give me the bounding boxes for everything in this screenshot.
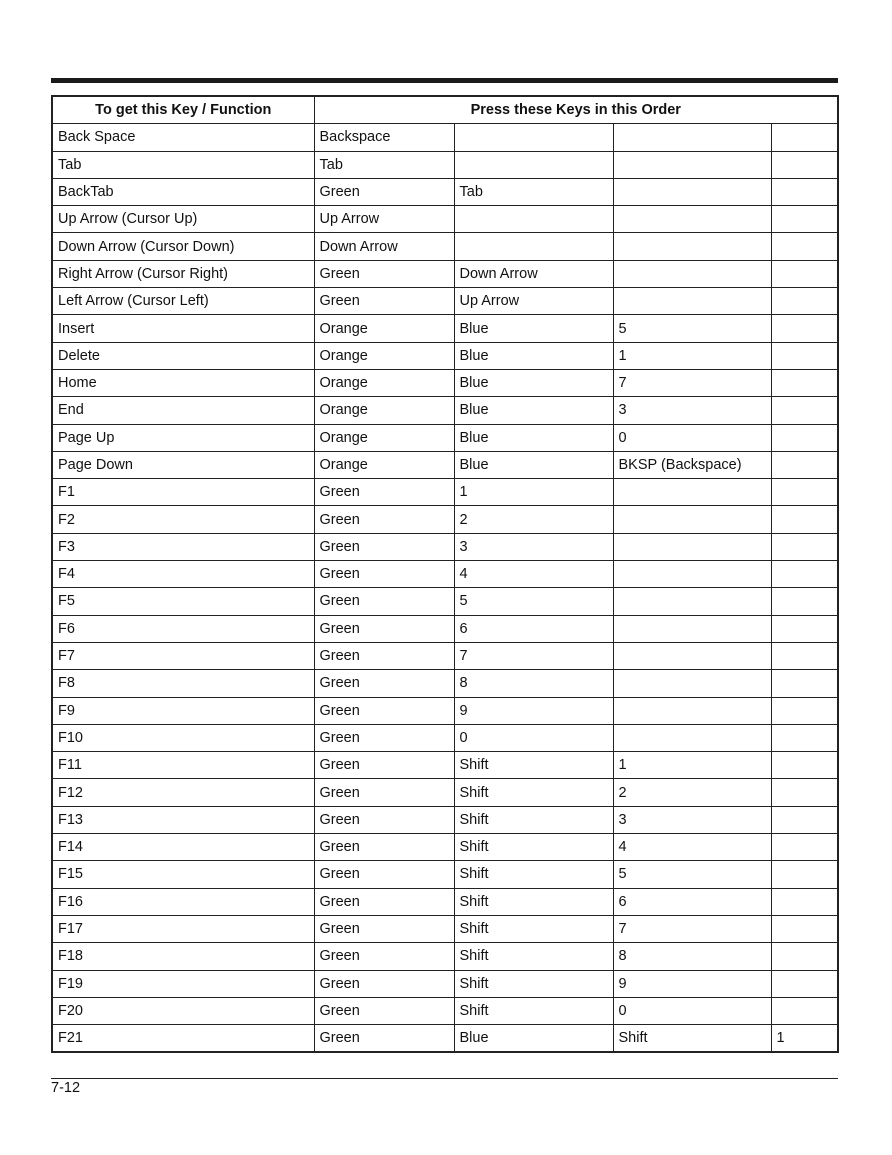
key-cell-3: BKSP (Backspace) (613, 451, 771, 478)
table-row (52, 779, 838, 806)
key-cell-4 (771, 970, 838, 997)
key-cell-4 (771, 697, 838, 724)
key-cell-1: Green (314, 915, 454, 942)
table-row (52, 206, 838, 233)
key-cell-1: Orange (314, 342, 454, 369)
key-cell-3 (613, 178, 771, 205)
table-row (52, 260, 838, 287)
key-cell-1: Green (314, 997, 454, 1024)
key-cell-2: Blue (454, 315, 613, 342)
function-cell: F21 (52, 1025, 314, 1053)
key-cell-3: 7 (613, 369, 771, 396)
function-cell: Page Up (52, 424, 314, 451)
function-cell: F6 (52, 615, 314, 642)
key-cell-2: 2 (454, 506, 613, 533)
key-cell-4 (771, 997, 838, 1024)
function-cell: Right Arrow (Cursor Right) (52, 260, 314, 287)
key-cell-1: Backspace (314, 124, 454, 151)
key-cell-1: Orange (314, 424, 454, 451)
key-cell-4 (771, 506, 838, 533)
table-row (52, 451, 838, 478)
key-cell-2: 5 (454, 588, 613, 615)
key-cell-4 (771, 151, 838, 178)
key-cell-2: 8 (454, 670, 613, 697)
key-cell-1: Green (314, 752, 454, 779)
key-cell-4 (771, 533, 838, 560)
function-cell: F12 (52, 779, 314, 806)
table-row (52, 369, 838, 396)
key-cell-3 (613, 479, 771, 506)
key-cell-1: Green (314, 861, 454, 888)
function-cell: F10 (52, 724, 314, 751)
function-cell: F17 (52, 915, 314, 942)
key-cell-3 (613, 697, 771, 724)
key-cell-2: Shift (454, 888, 613, 915)
key-cell-4: 1 (771, 1025, 838, 1053)
key-cell-2: Blue (454, 424, 613, 451)
key-cell-2: Shift (454, 915, 613, 942)
key-cell-3: Shift (613, 1025, 771, 1053)
key-cell-2 (454, 206, 613, 233)
key-cell-3 (613, 233, 771, 260)
table-row (52, 915, 838, 942)
key-cell-3: 2 (613, 779, 771, 806)
key-cell-2 (454, 233, 613, 260)
table-row (52, 533, 838, 560)
table-row (52, 861, 838, 888)
function-cell: F7 (52, 642, 314, 669)
key-cell-1: Orange (314, 369, 454, 396)
key-cell-2: 4 (454, 561, 613, 588)
table-row (52, 752, 838, 779)
key-cell-1: Orange (314, 451, 454, 478)
key-cell-2: 0 (454, 724, 613, 751)
key-cell-3 (613, 124, 771, 151)
key-cell-2: Shift (454, 834, 613, 861)
key-cell-1: Green (314, 588, 454, 615)
key-cell-3 (613, 151, 771, 178)
key-cell-3: 9 (613, 970, 771, 997)
key-cell-4 (771, 124, 838, 151)
table-row (52, 233, 838, 260)
function-cell: F4 (52, 561, 314, 588)
key-cell-4 (771, 178, 838, 205)
key-cell-4 (771, 642, 838, 669)
table-row (52, 806, 838, 833)
function-cell: Down Arrow (Cursor Down) (52, 233, 314, 260)
key-cell-3: 6 (613, 888, 771, 915)
key-cell-1: Green (314, 642, 454, 669)
key-cell-3: 7 (613, 915, 771, 942)
header-keys: Press these Keys in this Order (314, 96, 838, 124)
function-cell: F8 (52, 670, 314, 697)
key-cell-4 (771, 670, 838, 697)
key-cell-1: Green (314, 724, 454, 751)
key-cell-1: Tab (314, 151, 454, 178)
table-row (52, 342, 838, 369)
key-cell-1: Green (314, 178, 454, 205)
key-cell-2: Shift (454, 970, 613, 997)
function-cell: Insert (52, 315, 314, 342)
header-rule (51, 78, 838, 83)
key-cell-2: 1 (454, 479, 613, 506)
key-cell-3: 1 (613, 342, 771, 369)
key-cell-1: Green (314, 970, 454, 997)
key-cell-1: Down Arrow (314, 233, 454, 260)
function-cell: F3 (52, 533, 314, 560)
table-row (52, 670, 838, 697)
function-cell: BackTab (52, 178, 314, 205)
key-cell-1: Green (314, 670, 454, 697)
table-row (52, 970, 838, 997)
function-cell: F19 (52, 970, 314, 997)
key-cell-1: Green (314, 288, 454, 315)
key-cell-1: Orange (314, 397, 454, 424)
function-cell: F5 (52, 588, 314, 615)
function-cell: F14 (52, 834, 314, 861)
function-cell: F16 (52, 888, 314, 915)
key-cell-4 (771, 342, 838, 369)
table-row (52, 315, 838, 342)
table-row (52, 943, 838, 970)
key-cell-1: Orange (314, 315, 454, 342)
key-cell-1: Green (314, 697, 454, 724)
key-cell-3 (613, 561, 771, 588)
key-cell-3: 8 (613, 943, 771, 970)
table-row (52, 424, 838, 451)
key-cell-3: 5 (613, 861, 771, 888)
key-cell-3 (613, 588, 771, 615)
function-cell: F9 (52, 697, 314, 724)
key-cell-1: Green (314, 561, 454, 588)
key-cell-3: 3 (613, 806, 771, 833)
key-cell-1: Green (314, 779, 454, 806)
function-cell: F15 (52, 861, 314, 888)
function-cell: Page Down (52, 451, 314, 478)
key-cell-2: Down Arrow (454, 260, 613, 287)
key-cell-4 (771, 834, 838, 861)
key-cell-2: Blue (454, 1025, 613, 1053)
table-row (52, 1025, 838, 1053)
key-cell-4 (771, 424, 838, 451)
key-cell-3: 4 (613, 834, 771, 861)
key-cell-3 (613, 533, 771, 560)
key-cell-2: Blue (454, 451, 613, 478)
key-cell-4 (771, 397, 838, 424)
key-cell-4 (771, 588, 838, 615)
key-cell-1: Green (314, 260, 454, 287)
key-cell-2: Shift (454, 997, 613, 1024)
table-row (52, 588, 838, 615)
table-row (52, 724, 838, 751)
key-cell-4 (771, 451, 838, 478)
key-cell-3 (613, 615, 771, 642)
key-cell-4 (771, 206, 838, 233)
function-cell: End (52, 397, 314, 424)
key-cell-4 (771, 233, 838, 260)
key-cell-4 (771, 615, 838, 642)
table-header-row (52, 96, 838, 124)
key-cell-1: Green (314, 506, 454, 533)
function-cell: F1 (52, 479, 314, 506)
table-row (52, 561, 838, 588)
key-cell-4 (771, 943, 838, 970)
page-number: 7-12 (51, 1080, 81, 1096)
key-cell-2: 9 (454, 697, 613, 724)
table-row (52, 697, 838, 724)
key-cell-4 (771, 724, 838, 751)
key-cell-3: 5 (613, 315, 771, 342)
table-row (52, 397, 838, 424)
key-cell-4 (771, 479, 838, 506)
table-row (52, 178, 838, 205)
function-cell: Tab (52, 151, 314, 178)
key-cell-1: Green (314, 806, 454, 833)
function-cell: F2 (52, 506, 314, 533)
table-row (52, 997, 838, 1024)
key-cell-2: Tab (454, 178, 613, 205)
key-cell-3 (613, 260, 771, 287)
key-cell-1: Green (314, 943, 454, 970)
key-cell-4 (771, 752, 838, 779)
key-cell-2: Up Arrow (454, 288, 613, 315)
key-cell-4 (771, 888, 838, 915)
table-row (52, 888, 838, 915)
key-cell-3 (613, 670, 771, 697)
key-cell-3 (613, 288, 771, 315)
function-cell: Up Arrow (Cursor Up) (52, 206, 314, 233)
function-cell: F20 (52, 997, 314, 1024)
key-cell-1: Green (314, 888, 454, 915)
key-cell-2: 7 (454, 642, 613, 669)
key-cell-4 (771, 806, 838, 833)
key-cell-2: 3 (454, 533, 613, 560)
key-cell-2: 6 (454, 615, 613, 642)
key-cell-4 (771, 915, 838, 942)
table-row (52, 834, 838, 861)
function-cell: Delete (52, 342, 314, 369)
key-cell-1: Green (314, 479, 454, 506)
key-sequence-table (51, 95, 839, 1053)
key-cell-3: 0 (613, 997, 771, 1024)
key-cell-1: Green (314, 615, 454, 642)
key-cell-4 (771, 369, 838, 396)
table-row (52, 479, 838, 506)
table-body (52, 124, 838, 1053)
function-cell: Home (52, 369, 314, 396)
key-cell-2: Shift (454, 806, 613, 833)
key-cell-4 (771, 779, 838, 806)
key-cell-4 (771, 260, 838, 287)
key-cell-3 (613, 506, 771, 533)
table-row (52, 288, 838, 315)
function-cell: Left Arrow (Cursor Left) (52, 288, 314, 315)
key-cell-1: Green (314, 834, 454, 861)
key-cell-3: 0 (613, 424, 771, 451)
function-cell: F13 (52, 806, 314, 833)
key-cell-2: Shift (454, 861, 613, 888)
key-cell-4 (771, 561, 838, 588)
key-cell-1: Green (314, 533, 454, 560)
key-cell-4 (771, 315, 838, 342)
header-function: To get this Key / Function (52, 96, 314, 124)
function-cell: F18 (52, 943, 314, 970)
key-cell-4 (771, 861, 838, 888)
key-cell-3 (613, 724, 771, 751)
key-cell-2: Shift (454, 943, 613, 970)
key-cell-1: Green (314, 1025, 454, 1053)
key-cell-1: Up Arrow (314, 206, 454, 233)
function-cell: Back Space (52, 124, 314, 151)
key-cell-2: Blue (454, 397, 613, 424)
key-cell-2: Blue (454, 369, 613, 396)
table-row (52, 615, 838, 642)
table-row (52, 124, 838, 151)
key-cell-2: Blue (454, 342, 613, 369)
key-cell-2: Shift (454, 779, 613, 806)
key-cell-3: 3 (613, 397, 771, 424)
key-cell-2 (454, 151, 613, 178)
table-row (52, 506, 838, 533)
table-row (52, 642, 838, 669)
footer-rule (51, 1078, 838, 1079)
key-cell-3 (613, 206, 771, 233)
function-cell: F11 (52, 752, 314, 779)
key-cell-2 (454, 124, 613, 151)
key-cell-3 (613, 642, 771, 669)
key-cell-3: 1 (613, 752, 771, 779)
key-cell-2: Shift (454, 752, 613, 779)
key-cell-4 (771, 288, 838, 315)
table-row (52, 151, 838, 178)
